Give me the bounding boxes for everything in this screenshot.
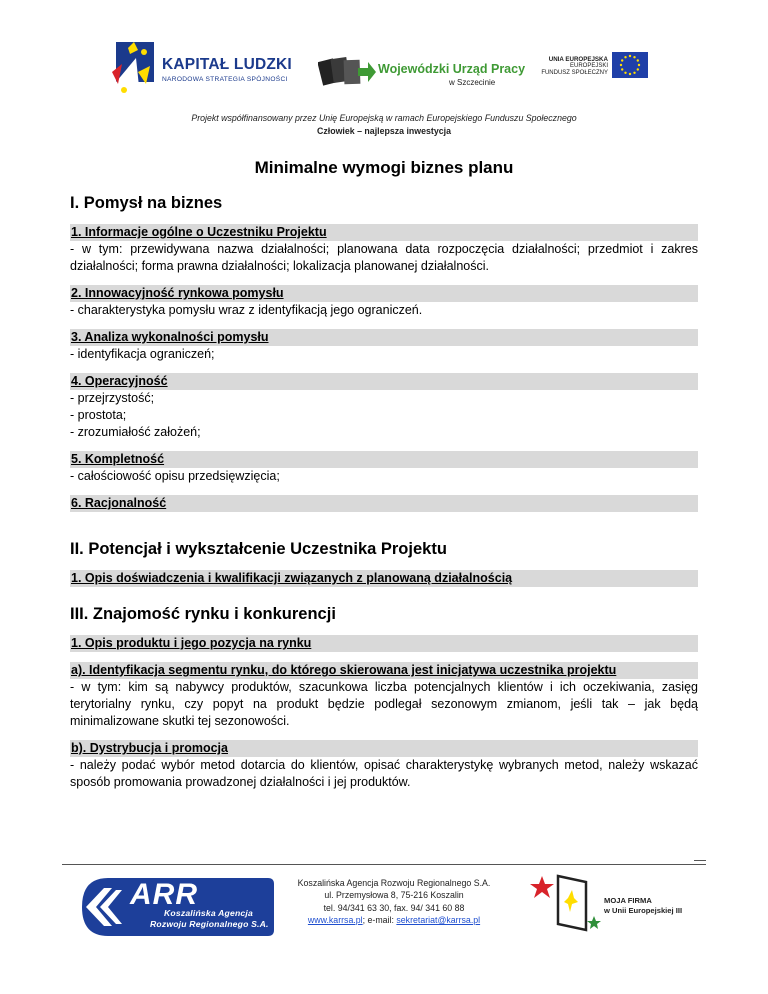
item-bar-1-4: [70, 373, 698, 390]
eu-logo-line1: UNIA EUROPEJSKA: [548, 56, 608, 63]
item-description: - zrozumiałość założeń;: [70, 425, 201, 439]
website-link[interactable]: www.karrsa.pl: [307, 914, 363, 925]
eu-logo-line3: FUNDUSZ SPOŁECZNY: [541, 70, 608, 76]
section-heading-2: II. Potencjał i wykształcenie Uczestnika Projektu: [70, 540, 447, 558]
email-label: ; e-mail:: [362, 914, 397, 925]
eu-logo: [528, 48, 648, 94]
item-description: - należy podać wybór metod dotarcia do klientów, opisać charakterystykę wybranych metod, należy wskazać sposób promowania prowadzonej działalności i jej produktów.: [70, 758, 698, 789]
moja-firma-line2: w Unii Europejskiej III: [604, 906, 683, 915]
item-title: 1. Opis produktu i jego pozycja na rynku: [71, 636, 312, 650]
cofinancing-note: Projekt współfinansowany przez Unię Europejską w ramach Europejskiego Funduszu Społecznego: [191, 113, 577, 123]
item-description: - w tym: przewidywana nazwa działalności; planowana data rozpoczęcia działalności; przedmiot i zakres działalności; forma prawna działalności; lokalizacja planowanej działalności.: [70, 242, 698, 273]
footer-address: [288, 877, 500, 926]
main-content: [70, 192, 698, 791]
item-bar-1-5: [70, 451, 698, 468]
kapital-ludzki-title: KAPITAŁ LUDZKI: [162, 56, 292, 73]
kapital-ludzki-logo: [110, 38, 300, 102]
item-title: 6. Racjonalność: [71, 496, 167, 510]
wup-logo: [318, 54, 528, 98]
item-description: - przejrzystość;: [70, 391, 155, 405]
item-bar-3-b: [70, 740, 698, 757]
item-title: 1. Opis doświadczenia i kwalifikacji związanych z planowaną działalnością: [71, 571, 513, 585]
arr-letters: ARR: [130, 878, 198, 911]
footer-divider: [62, 864, 706, 865]
eu-logo-line2: EUROPEJSKI: [569, 63, 608, 69]
moja-firma-logo: [528, 872, 703, 932]
email-link[interactable]: sekretariat@karrsa.pl: [396, 914, 481, 925]
item-bar-1-2: [70, 285, 698, 302]
item-title: a). Identyfikacja segmentu rynku, do którego skierowana jest inicjatywa uczestnika projektu: [71, 663, 617, 677]
item-title: 2. Innowacyjność rynkowa pomysłu: [71, 286, 284, 300]
item-description: - identyfikacja ograniczeń;: [70, 347, 215, 361]
moja-firma-line1: MOJA FIRMA: [604, 896, 652, 905]
eu-flag-icon: [612, 52, 648, 78]
item-bar-3-a: [70, 662, 698, 679]
address-line4: [288, 914, 500, 926]
section-heading-3: III. Znajomość rynku i konkurencji: [70, 605, 336, 623]
wup-cards-icon: [318, 54, 376, 90]
item-description: - prostota;: [70, 408, 127, 422]
item-description: - całościowość opisu przedsięwzięcia;: [70, 469, 280, 483]
kapital-ludzki-emblem-icon: [110, 38, 158, 100]
item-title: 5. Kompletność: [71, 452, 165, 466]
arr-name-line2: Rozwoju Regionalnego S.A.: [150, 919, 269, 929]
item-bar-2-1: [70, 570, 698, 587]
item-bar-1-1: [70, 224, 698, 241]
address-line2: ul. Przemysłowa 8, 75-216 Koszalin: [324, 890, 464, 901]
item-title: 3. Analiza wykonalności pomysłu: [71, 330, 269, 344]
item-bar-1-6: [70, 495, 698, 512]
item-bar-3-1: [70, 635, 698, 652]
wup-title: Wojewódzki Urząd Pracy: [378, 62, 526, 76]
header-logos: [110, 38, 658, 104]
moja-firma-emblem-icon: [528, 872, 602, 932]
item-title: 1. Informacje ogólne o Uczestniku Projektu: [71, 225, 327, 239]
item-title: 4. Operacyjność: [71, 374, 168, 388]
section-heading-1: I. Pomysł na biznes: [70, 194, 223, 212]
motto: Człowiek – najlepsza inwestycja: [317, 126, 451, 136]
item-description: - w tym: kim są nabywcy produktów, szacunkowa liczba potencjalnych klientów i ich oczekiwania, zasięg terytorialny rynku, czy popyt na produkt będzie podlegał sezonowym zmianom, jeśli tak – jak będą minimalizowane skutki tej sezonowości.: [70, 680, 698, 728]
address-line1: Koszalińska Agencja Rozwoju Regionalnego S.A.: [297, 878, 491, 888]
document-title: Minimalne wymogi biznes planu: [254, 158, 514, 177]
arr-name-line1: Koszalińska Agencja: [164, 908, 253, 918]
item-description: - charakterystyka pomysłu wraz z identyfikacją jego ograniczeń.: [70, 303, 423, 317]
footer-divider-end: [694, 860, 706, 861]
item-title: b). Dystrybucja i promocja: [71, 741, 228, 755]
wup-subtitle: w Szczecinie: [449, 78, 496, 87]
kapital-ludzki-subtitle: NARODOWA STRATEGIA SPÓJNOŚCI: [162, 76, 288, 83]
item-bar-1-3: [70, 329, 698, 346]
arr-logo: [78, 876, 276, 938]
address-line3: tel. 94/341 63 30, fax. 94/ 341 60 88: [323, 902, 465, 913]
